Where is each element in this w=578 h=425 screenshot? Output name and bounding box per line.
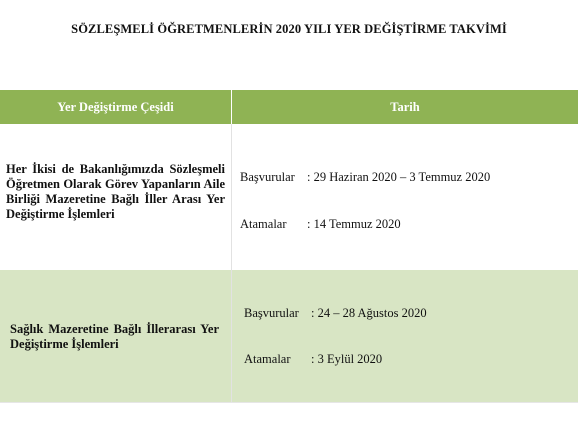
table-header-row bbox=[0, 90, 578, 124]
page-title: SÖZLEŞMELİ ÖĞRETMENLERİN 2020 YILI YER DEĞİŞTİRME TAKVİMİ bbox=[71, 22, 507, 36]
header-type-column: Yer Değiştirme Çeşidi bbox=[0, 90, 232, 124]
application-date-line bbox=[240, 170, 490, 185]
appointment-label: Atamalar bbox=[240, 217, 287, 231]
table-row bbox=[0, 124, 578, 270]
application-value: : 29 Haziran 2020 – 3 Temmuz 2020 bbox=[307, 170, 491, 184]
appointment-label: Atamalar bbox=[244, 352, 291, 366]
application-label: Başvurular bbox=[244, 306, 299, 320]
appointment-value: : 14 Temmuz 2020 bbox=[307, 217, 401, 231]
transfer-type-cell bbox=[0, 270, 232, 402]
application-date-line bbox=[244, 306, 427, 321]
appointment-date-line bbox=[240, 217, 401, 232]
appointment-value: : 3 Eylül 2020 bbox=[311, 352, 383, 366]
transfer-type-text: Her İkisi de Bakanlığımızda Sözleşmeli Öğretmen Olarak Görev Yapanların Aile Birliği Mazeretine Bağlı İller Arası Yer Değiştirme İşlemleri bbox=[6, 162, 225, 221]
appointment-date-line bbox=[244, 352, 382, 367]
application-label: Başvurular bbox=[240, 170, 295, 184]
header-date-column: Tarih bbox=[390, 99, 420, 114]
transfer-type-cell bbox=[0, 124, 232, 270]
date-cell bbox=[232, 270, 578, 402]
application-value: : 24 – 28 Ağustos 2020 bbox=[311, 306, 427, 320]
transfer-type-text: Sağlık Mazeretine Bağlı İllerarası Yer Değiştirme İşlemleri bbox=[10, 322, 219, 351]
schedule-table bbox=[0, 90, 578, 402]
date-cell bbox=[232, 124, 578, 270]
table-row bbox=[0, 270, 578, 402]
bottom-divider bbox=[0, 402, 578, 403]
